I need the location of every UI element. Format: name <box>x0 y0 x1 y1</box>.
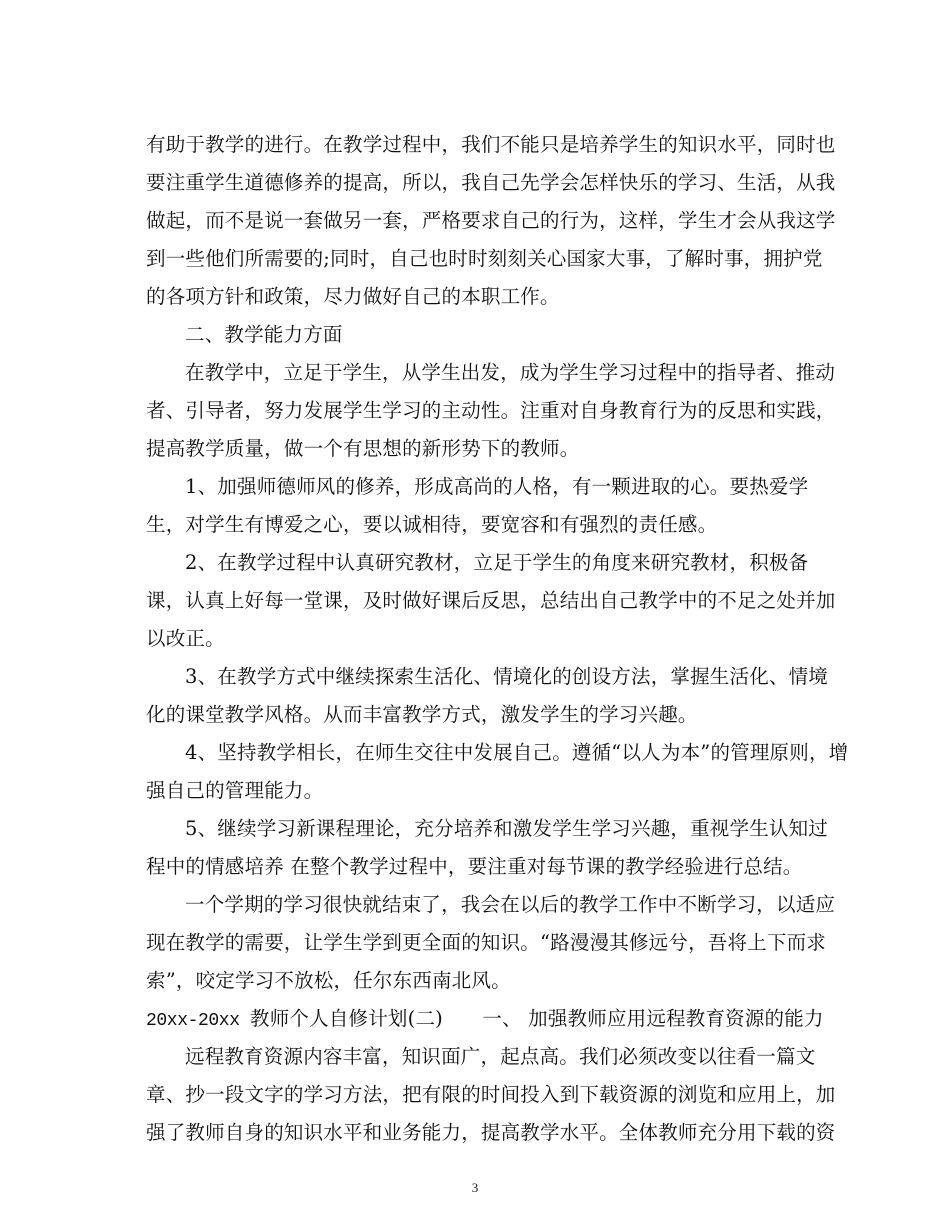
paragraph-line: 提高教学质量，做一个有思想的新形势下的教师。 <box>146 437 580 460</box>
list-item-line: 3、在教学方式中继续探索生活化、情境化的创设方法，掌握生活化、情境 <box>185 665 829 688</box>
paragraph-line: 索”，咬定学习不放松，任尔东西南北风。 <box>146 969 511 992</box>
section-heading: 二、教学能力方面 <box>185 323 343 346</box>
list-item-line: 生，对学生有博爱之心，要以诚相待，要宽容和有强烈的责任感。 <box>146 513 718 536</box>
list-item-line: 1、加强师德师风的修养，形成高尚的人格，有一颗进取的心。要热爱学 <box>185 475 809 498</box>
paragraph-line: 现在教学的需要，让学生学到更全面的知识。“路漫漫其修远兮，吾将上下而求 <box>146 931 826 954</box>
paragraph-line: 远程教育资源内容丰富，知识面广，起点高。我们必须改变以往看一篇文 <box>185 1045 816 1068</box>
paragraph-line: 在教学中，立足于学生，从学生出发，成为学生学习过程中的指导者、推动 <box>185 361 836 384</box>
page-number: 3 <box>471 1180 479 1195</box>
paragraph-line: 到一些他们所需要的;同时，自己也时时刻刻关心国家大事，了解时事，拥护党 <box>146 247 823 270</box>
paragraph-line: 者、引导者，努力发展学生学习的主动性。注重对自身教育行为的反思和实践， <box>146 399 836 422</box>
paragraph-line: 强了教师自身的知识水平和业务能力，提高教学水平。全体教师充分用下载的资 <box>146 1121 836 1144</box>
plan-heading <box>146 1007 824 1033</box>
plan-heading-year: 20xx-20xx <box>146 1011 251 1031</box>
list-item-line: 化的课堂教学风格。从而丰富教学方式，激发学生的学习兴趣。 <box>146 703 698 726</box>
paragraph-line: 一个学期的学习很快就结束了，我会在以后的教学工作中不断学习，以适应 <box>185 893 836 916</box>
list-item-line: 课，认真上好每一堂课，及时做好课后反思，总结出自己教学中的不足之处并加 <box>146 589 836 612</box>
list-item-line: 2、在教学过程中认真研究教材，立足于学生的角度来研究教材，积极备 <box>185 551 809 574</box>
paragraph-line: 有助于教学的进行。在教学过程中，我们不能只是培养学生的知识水平，同时也 <box>146 133 836 156</box>
list-item-line: 以改正。 <box>146 627 225 650</box>
paragraph-line: 要注重学生道德修养的提高，所以，我自己先学会怎样快乐的学习、生活，从我 <box>146 171 836 194</box>
paragraph-line: 章、抄一段文字的学习方法，把有限的时间投入到下载资源的浏览和应用上，加 <box>146 1083 836 1106</box>
list-item-line: 4、坚持教学相长，在师生交往中发展自己。遵循“以人为本”的管理原则，增 <box>185 741 849 764</box>
list-item-line: 5、继续学习新课程理论，充分培养和激发学生学习兴趣，重视学生认知过 <box>185 817 829 840</box>
plan-heading-text: 教师个人自修计划(二) 一、 加强教师应用远程教育资源的能力 <box>250 1007 824 1030</box>
paragraph-line: 的各项方针和政策，尽力做好自己的本职工作。 <box>146 285 560 308</box>
list-item-line: 程中的情感培养 在整个教学过程中，要注重对每节课的教学经验进行总结。 <box>146 855 803 878</box>
paragraph-line: 做起，而不是说一套做另一套，严格要求自己的行为，这样，学生才会从我这学 <box>146 209 836 232</box>
list-item-line: 强自己的管理能力。 <box>146 779 324 802</box>
